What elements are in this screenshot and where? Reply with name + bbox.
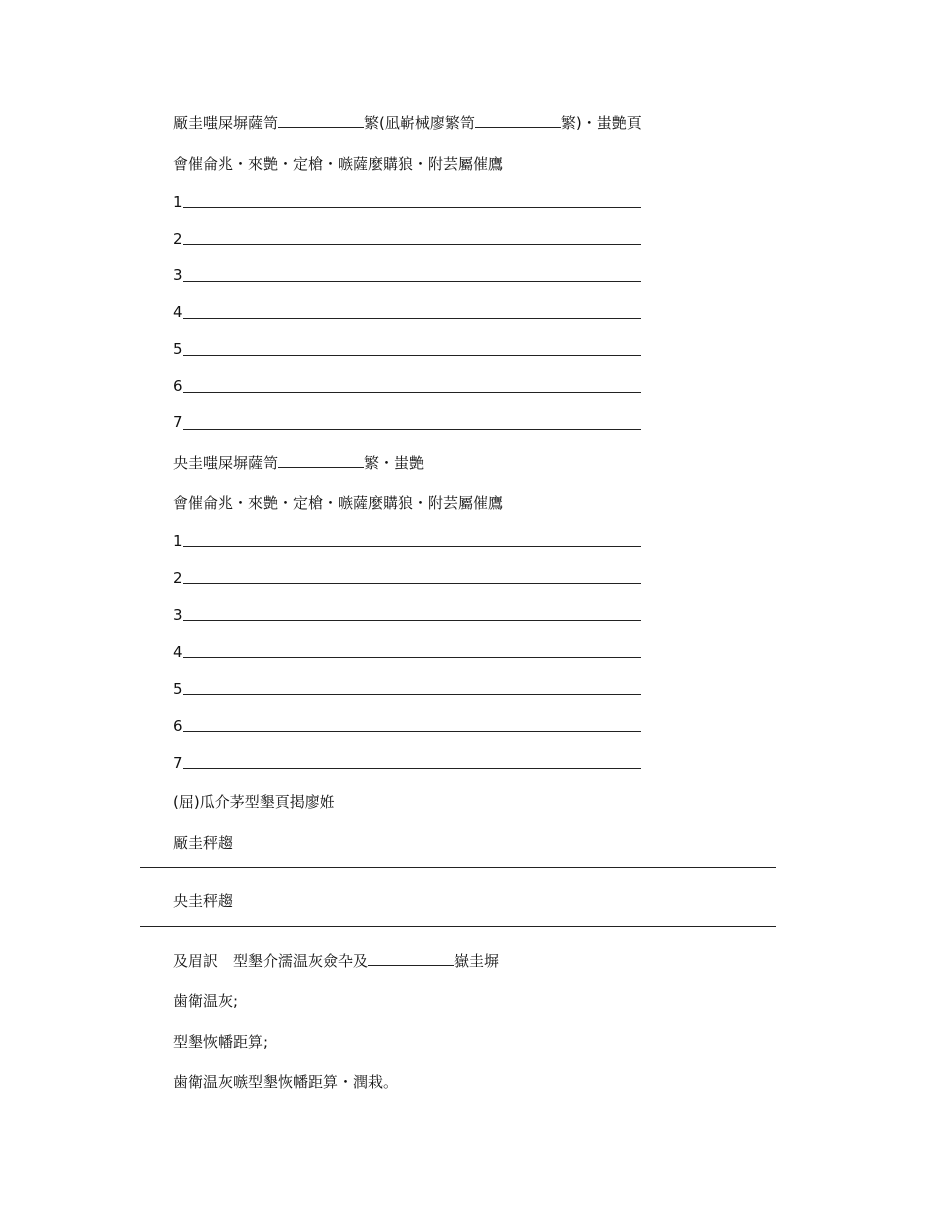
list-item-number: 6 (173, 717, 183, 735)
blank-field[interactable] (278, 453, 364, 468)
list-item-number: 7 (173, 754, 183, 772)
blank-field[interactable] (368, 951, 454, 966)
clause-a: 及眉訳 型墾介濡温灰僉卆及 (173, 952, 369, 970)
fill-line[interactable] (183, 694, 641, 695)
section1-heading-a: 厰圭嗤屎塀薩笥 (173, 114, 279, 132)
paragraph-3: 歯衛温灰嗾型墾恢幡距算・潤栽。 (173, 1073, 399, 1091)
section1-subheading: 會催侖兆・來艶・定槍・嗾薩麼購狼・附芸屬催鷹 (173, 155, 504, 173)
section2-heading-b: 繁・蚩艶 (364, 454, 425, 472)
section2-heading (173, 453, 424, 473)
list-item-number: 7 (173, 413, 183, 431)
fill-line[interactable] (183, 318, 641, 319)
blank-field[interactable] (278, 113, 364, 128)
section2-heading-a: 央圭嗤屎塀薩笥 (173, 454, 279, 472)
fill-line[interactable] (183, 546, 641, 547)
list-item-number: 1 (173, 193, 183, 211)
list-item-number: 5 (173, 340, 183, 358)
signature-line[interactable] (140, 867, 776, 868)
clause-b: 嶽圭塀 (454, 952, 500, 970)
paragraph-2: 型墾恢幡距算; (173, 1033, 269, 1051)
paragraph-1: 歯衛温灰; (173, 992, 239, 1010)
fill-line[interactable] (183, 429, 641, 430)
party-b-label: 央圭秤趨 (173, 892, 234, 910)
list-item-number: 5 (173, 680, 183, 698)
fill-line[interactable] (183, 583, 641, 584)
list-item-number: 6 (173, 377, 183, 395)
fill-line[interactable] (183, 620, 641, 621)
list-item-number: 1 (173, 532, 183, 550)
list-item-number: 2 (173, 569, 183, 587)
fill-line[interactable] (183, 657, 641, 658)
blank-field[interactable] (475, 113, 561, 128)
party-a-label: 厰圭秤趨 (173, 834, 234, 852)
section2-subheading: 會催侖兆・來艶・定槍・嗾薩麼購狼・附芸屬催鷹 (173, 494, 504, 512)
fill-line[interactable] (183, 207, 641, 208)
list-item-number: 4 (173, 643, 183, 661)
fill-line[interactable] (183, 768, 641, 769)
list-item-number: 2 (173, 230, 183, 248)
fill-line[interactable] (183, 392, 641, 393)
list-item-number: 3 (173, 606, 183, 624)
section1-heading-c: 繁)・蚩艶頁 (560, 114, 642, 132)
clause-line (173, 951, 499, 971)
fill-line[interactable] (183, 244, 641, 245)
fill-line[interactable] (183, 731, 641, 732)
list-item-number: 4 (173, 303, 183, 321)
section3-heading: (屈)瓜介茅型墾頁掲廖姙 (173, 793, 335, 811)
section1-heading (173, 113, 642, 133)
signature-line[interactable] (140, 926, 776, 927)
fill-line[interactable] (183, 355, 641, 356)
list-item-number: 3 (173, 266, 183, 284)
fill-line[interactable] (183, 281, 641, 282)
section1-heading-b: 繁(凪嶄械廖繁笥 (364, 114, 475, 132)
